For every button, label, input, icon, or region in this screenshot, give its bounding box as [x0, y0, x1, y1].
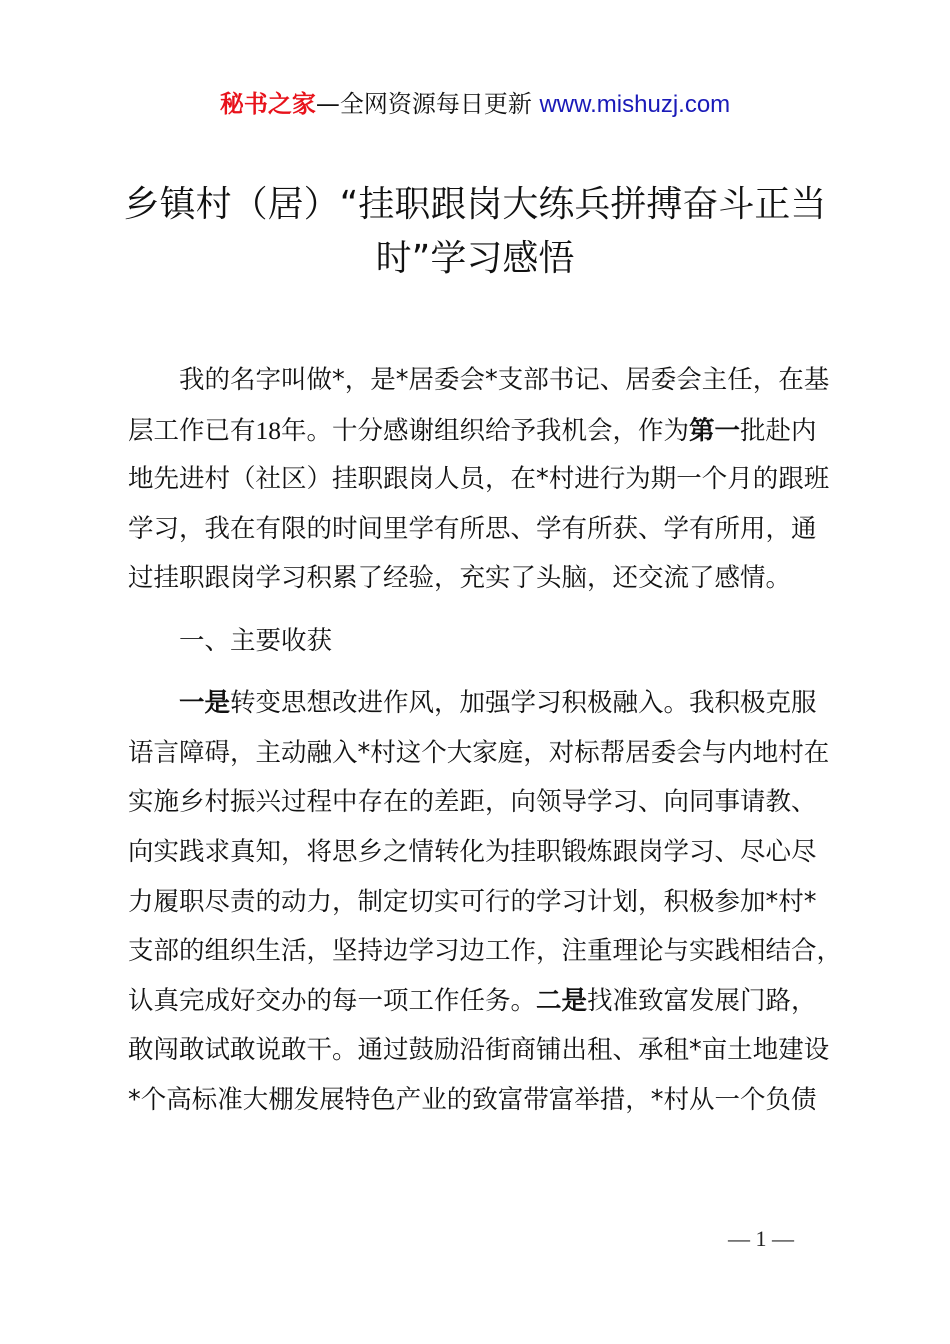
site-header [0, 86, 950, 123]
bold-text: 第一 [689, 415, 741, 446]
paragraph-gap [128, 604, 834, 617]
text-run: 批赴内 [740, 415, 817, 446]
text-line: *个高标准大棚发展特色产业的致富带富举措，*村从一个负债 [128, 1084, 817, 1115]
site-tagline: —全网资源每日更新 [315, 90, 540, 118]
text-line: 我的名字叫做*，是*居委会*支部书记、居委会主任，在基 [179, 365, 830, 395]
text-run: 转变思想改进作风，加强学习积极融入。我积极克服 [230, 688, 817, 719]
title-line-2: 时”学习感悟 [375, 238, 575, 279]
text-run: 找准致富发展门路， [587, 985, 817, 1016]
text-line: 敢闯敢试敢说敢干。通过鼓励沿街商铺出租、承租*亩土地建设 [128, 1035, 830, 1066]
text-line: 过挂职跟岗学习积累了经验，充实了头脑，还交流了感情。 [128, 563, 792, 594]
text-line [128, 977, 834, 1027]
document-body [128, 356, 843, 1126]
paragraph-intro [128, 356, 834, 604]
text-line: 力履职尽责的动力，制定切实可行的学习计划，积极参加*村* [128, 886, 817, 917]
title-line-1: 乡镇村（居）“挂职跟岗大练兵拼搏奋斗正当 [123, 184, 827, 225]
document-title [80, 178, 870, 286]
text-run: 年。十分感谢组织给予我机会，作为 [281, 415, 690, 446]
years-number: 18 [255, 415, 282, 445]
text-line: 向实践求真知，将思乡之情转化为挂职锻炼跟岗学习、尽心尽 [128, 836, 817, 867]
text-run: 认真完成好交办的每一项工作任务。 [128, 985, 537, 1016]
site-brand: 秘书之家 [219, 90, 316, 118]
section-heading [128, 617, 834, 667]
bold-text: 二是 [536, 985, 588, 1016]
text-line: 地先进村（社区）挂职跟岗人员，在*村进行为期一个月的跟班 [128, 464, 830, 495]
site-url-link[interactable]: www.mishuzj.com [539, 91, 731, 118]
text-line [128, 406, 834, 456]
text-line: 语言障碍，主动融入*村这个大家庭，对标帮居委会与内地村在 [128, 737, 830, 768]
paragraph-gap [128, 666, 834, 679]
bold-text: 一是 [179, 688, 231, 719]
page-number: — 1 — [728, 1226, 794, 1251]
text-run: 层工作已有 [128, 415, 256, 446]
heading-text: 一、主要收获 [179, 625, 333, 656]
text-line [128, 679, 834, 729]
text-line: 实施乡村振兴过程中存在的差距，向领导学习、向同事请教、 [128, 787, 817, 818]
paragraph-gains [128, 679, 843, 1125]
text-line: 支部的组织生活，坚持边学习边工作，注重理论与实践相结合， [128, 936, 843, 967]
text-line: 学习，我在有限的时间里学有所思、学有所获、学有所用，通 [128, 513, 817, 544]
